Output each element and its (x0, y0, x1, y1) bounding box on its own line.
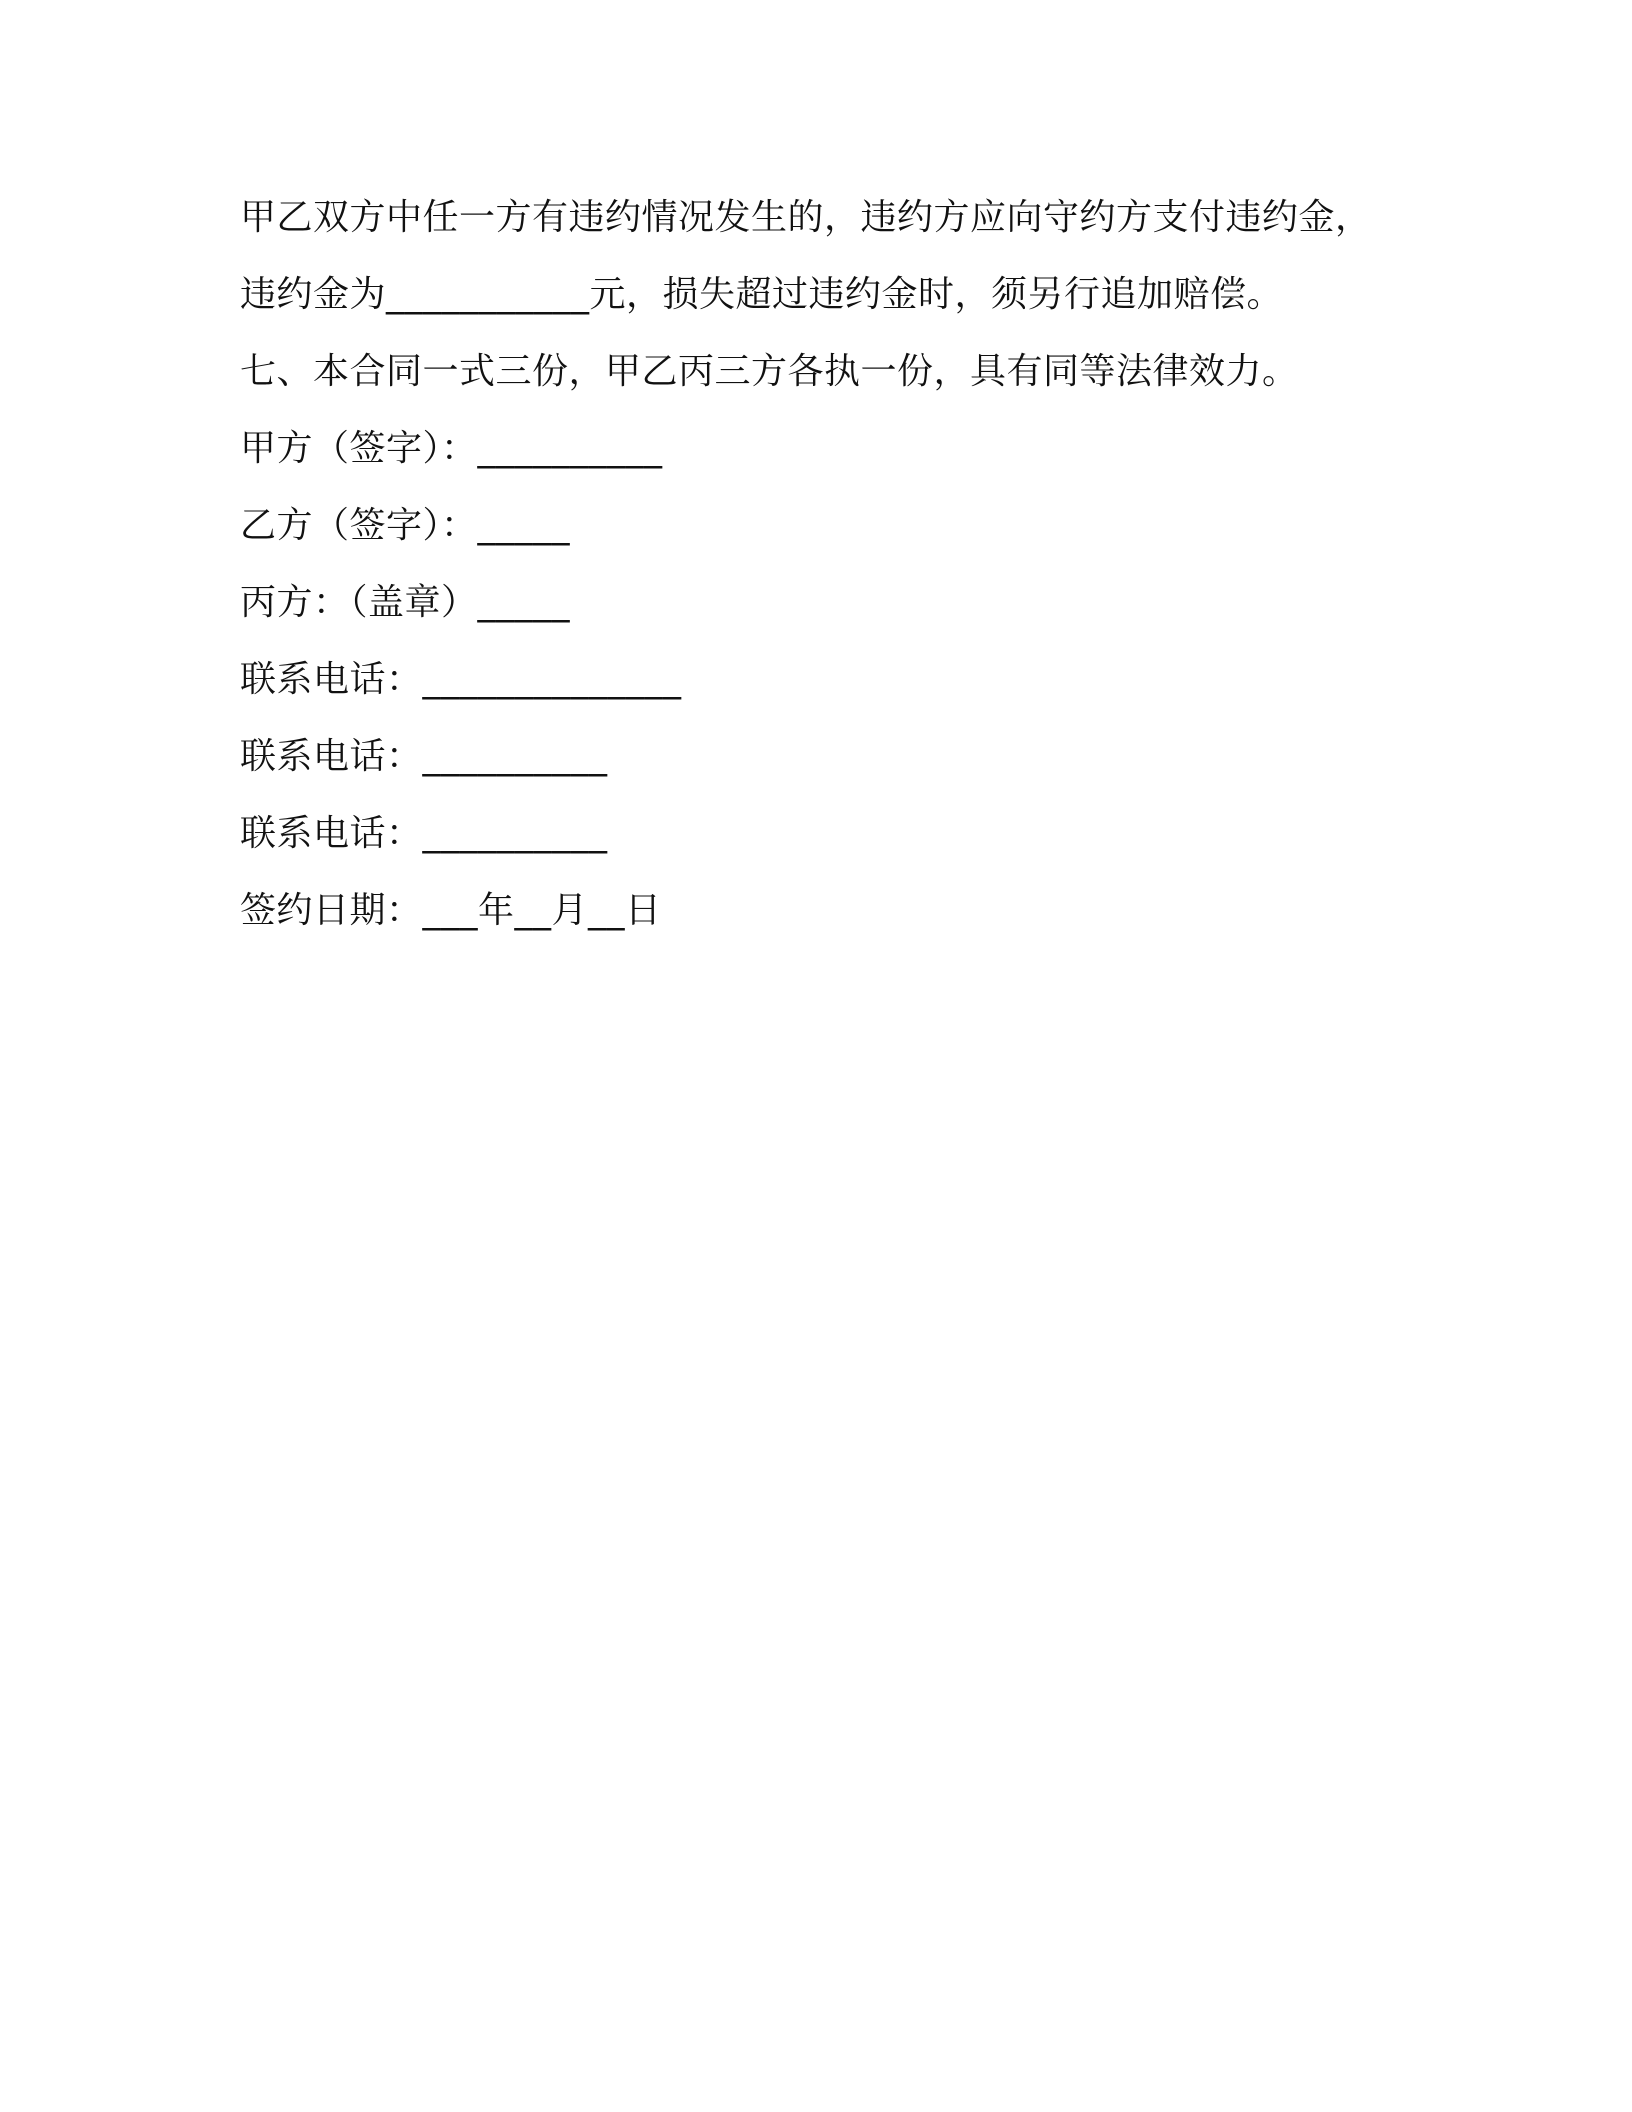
party-b-signature: 乙方（签字）：_____ (240, 505, 571, 546)
copies-clause: 七、本合同一式三份，甲乙丙三方各执一份，具有同等法律效力。 (240, 351, 1299, 392)
contact-phone-2: 联系电话：__________ (240, 736, 608, 777)
party-c-seal: 丙方：（盖章）_____ (240, 582, 571, 623)
contact-phone-1: 联系电话：______________ (240, 659, 682, 700)
party-a-signature: 甲方（签字）：__________ (240, 428, 663, 469)
signing-date: 签约日期：___年__月__日 (240, 890, 662, 931)
breach-clause-line-2: 违约金为___________元，损失超过违约金时，须另行追加赔偿。 (240, 274, 1284, 315)
breach-clause-line-1: 甲乙双方中任一方有违约情况发生的，违约方应向守约方支付违约金， (240, 197, 1372, 238)
contact-phone-3: 联系电话：__________ (240, 813, 608, 854)
